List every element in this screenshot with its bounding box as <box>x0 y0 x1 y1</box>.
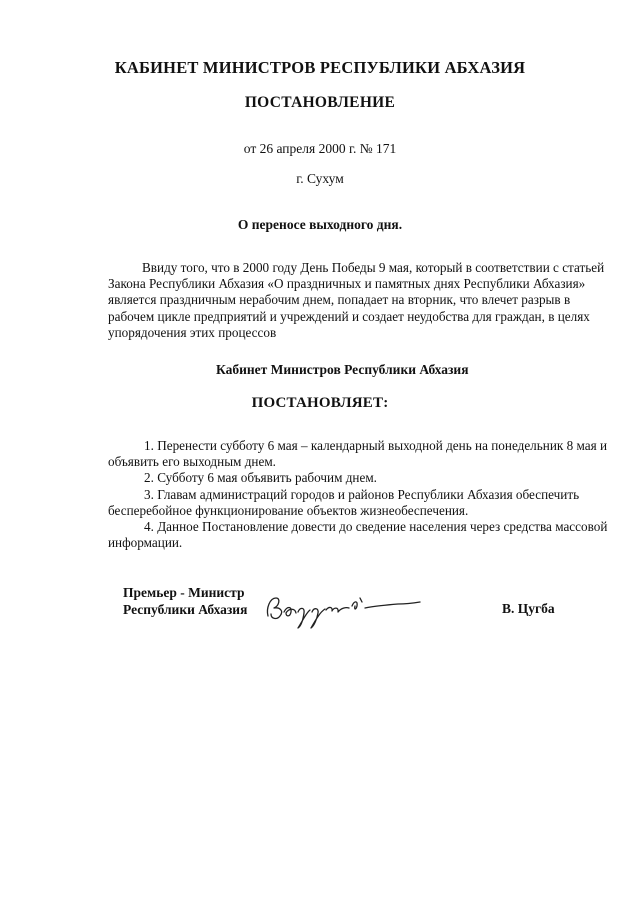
item-line: 2. Субботу 6 мая объявить рабочим днем. <box>144 470 377 486</box>
resolution-items <box>108 438 608 551</box>
item-line: 3. Главам администраций городов и районов Республики Абхазия обеспечить <box>144 486 580 502</box>
signatory-name: В. Цугба <box>502 601 555 616</box>
document-city: г. Сухум <box>296 171 344 186</box>
preamble-line: Ввиду того, что в 2000 году День Победы 9 мая, который в соответствии с статьей <box>142 260 605 275</box>
item-line: бесперебойное функционирование объектов жизнеобеспечения. <box>108 502 469 518</box>
preamble-paragraph <box>108 260 605 341</box>
preamble-line: упорядочения этих процессов <box>108 324 277 340</box>
document-subject: О переносе выходного дня. <box>237 217 403 232</box>
signatory-title <box>123 584 247 618</box>
signatory-title-line: Премьер - Министр <box>123 585 245 600</box>
preamble-line: рабочем цикле предприятий и учреждений и создает неудобства для граждан, в целях <box>108 308 590 324</box>
preamble-line: является праздничным нерабочим днем, попадает на вторник, что влечет разрыв в <box>108 292 571 308</box>
issuer-name: Кабинет Министров Республики Абхазия <box>216 362 469 377</box>
item-line: 1. Перенести субботу 6 мая – календарный выходной день на понедельник 8 мая и <box>144 438 608 453</box>
signatory-title-line: Республики Абхазия <box>123 602 248 617</box>
item-line: 4. Данное Постановление довести до сведение населения через средства массовой <box>144 519 608 535</box>
preamble-line: Закона Республики Абхазия «О праздничных и памятных днях Республики Абхазия» <box>108 276 586 292</box>
resolves-heading: ПОСТАНОВЛЯЕТ: <box>251 395 389 411</box>
document-type-heading: ПОСТАНОВЛЕНИЕ <box>244 94 396 111</box>
handwritten-signature <box>262 586 424 630</box>
document-dateline: от 26 апреля 2000 г. № 171 <box>243 141 397 156</box>
item-line: объявить его выходным днем. <box>108 454 276 470</box>
item-line: информации. <box>108 535 183 551</box>
organization-heading: КАБИНЕТ МИНИСТРОВ РЕСПУБЛИКИ АБХАЗИЯ <box>114 58 526 77</box>
